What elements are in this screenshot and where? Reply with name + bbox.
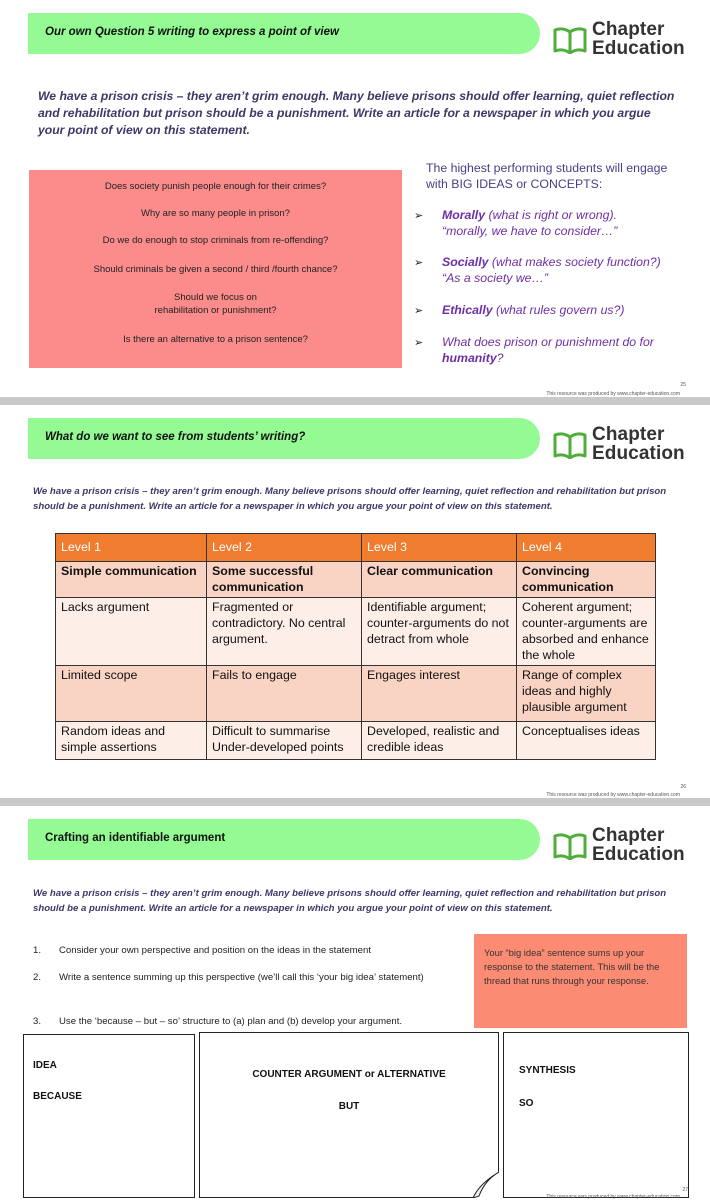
open-book-icon: [553, 431, 587, 459]
open-book-icon: [553, 832, 587, 860]
table-cell: Clear communication: [362, 562, 517, 598]
question-item: Is there an alternative to a prison sentence?: [123, 334, 308, 345]
footer-credit: This resource was produced by www.chapter-education.com: [546, 1194, 680, 1200]
table-cell: Random ideas and simple assertions: [56, 722, 207, 760]
levels-table: [55, 533, 656, 760]
box-label: BUT: [338, 1101, 360, 1112]
arrow-bullet-icon: ➢: [414, 305, 424, 317]
table-cell: Fragmented or contradictory. No central argument.: [207, 598, 362, 666]
table-cell: Range of complex ideas and highly plausible argument: [517, 666, 656, 722]
idea-because-box: [23, 1034, 195, 1198]
slide-2: [0, 405, 710, 798]
question-item: Why are so many people in prison?: [141, 208, 290, 219]
table-row: [56, 562, 656, 598]
table-cell: Convincing communication: [517, 562, 656, 598]
big-ideas-heading: The highest performing students will engage with BIG IDEAS or CONCEPTS:: [426, 161, 668, 191]
table-row: [56, 666, 656, 722]
table-header: Level 1: [56, 534, 207, 562]
table-header: Level 3: [362, 534, 517, 562]
table-row: [56, 722, 656, 760]
footer-credit: This resource was produced by www.chapter-education.com: [546, 792, 680, 798]
box-label: BECAUSE: [33, 1091, 82, 1102]
box-label: SYNTHESIS: [519, 1065, 576, 1076]
arrow-bullet-icon: ➢: [414, 337, 424, 349]
table-cell: Simple communication: [56, 562, 207, 598]
task-prompt: We have a prison crisis – they aren’t grim enough. Many believe prisons should offer learning, quiet reflection and rehabilitation but prison should be a punishment. Write an article for a newspaper in which you argue your point of view on this statement.: [33, 888, 667, 914]
table-cell: Identifiable argument; counter-arguments do not detract from whole: [362, 598, 517, 666]
question-item: Does society punish people enough for their crimes?: [104, 181, 327, 192]
table-cell: Developed, realistic and credible ideas: [362, 722, 517, 760]
question-box: [29, 170, 402, 368]
footer-credit: This resource was produced by www.chapter-education.com: [546, 391, 680, 397]
page-curl-icon: [473, 1172, 499, 1198]
page-number: 26: [680, 784, 686, 790]
logo-line-1: Chapter: [592, 825, 665, 846]
page-number: 25: [680, 382, 686, 388]
logo-line-1: Chapter: [592, 424, 665, 445]
chapter-education-logo: [553, 425, 703, 465]
table-cell: Fails to engage: [207, 666, 362, 722]
table-header: Level 4: [517, 534, 656, 562]
logo-line-2: Education: [592, 38, 685, 59]
logo-line-2: Education: [592, 443, 685, 464]
box-label: COUNTER ARGUMENT or ALTERNATIVE: [252, 1069, 446, 1080]
table-cell: Conceptualises ideas: [517, 722, 656, 760]
table-cell: Lacks argument: [56, 598, 207, 666]
page-number: 27: [682, 1187, 688, 1193]
slide-title: Crafting an identifiable argument: [28, 819, 540, 860]
table-header: Level 2: [207, 534, 362, 562]
slide-title: Our own Question 5 writing to express a point of view: [28, 13, 540, 54]
table-row: [56, 598, 656, 666]
open-book-icon: [553, 26, 587, 54]
table-cell: Some successful communication: [207, 562, 362, 598]
question-item: rehabilitation or punishment?: [154, 305, 277, 316]
synthesis-so-box: [503, 1032, 689, 1198]
table-header-row: [56, 534, 656, 562]
table-cell: Limited scope: [56, 666, 207, 722]
slide-title: What do we want to see from students’ writing?: [28, 418, 540, 459]
box-label: IDEA: [33, 1060, 57, 1071]
table-cell: Engages interest: [362, 666, 517, 722]
chapter-education-logo: [553, 826, 703, 866]
task-prompt: We have a prison crisis – they aren’t grim enough. Many believe prisons should offer learning, quiet reflection and rehabilitation but prison should be a punishment. Write an article for a newspaper in which you argue your point of view on this statement.: [38, 89, 675, 137]
counter-argument-box: [199, 1032, 499, 1198]
question-item: Do we do enough to stop criminals from re-offending?: [102, 235, 329, 246]
table-cell: Difficult to summarise Under-developed points: [207, 722, 362, 760]
question-item: Should we focus on: [174, 292, 257, 303]
arrow-bullet-icon: ➢: [414, 210, 424, 222]
task-prompt: We have a prison crisis – they aren’t grim enough. Many believe prisons should offer learning, quiet reflection and rehabilitation but prison should be a punishment. Write an article for a newspaper in which you argue your point of view on this statement.: [33, 486, 667, 512]
arrow-bullet-icon: ➢: [414, 257, 424, 269]
logo-line-2: Education: [592, 844, 685, 865]
big-idea-note: Your “big idea” sentence sums up your response to the statement. This will be the thread that runs through your response.: [474, 934, 687, 1028]
table-cell: Coherent argument; counter-arguments are absorbed and enhance the whole: [517, 598, 656, 666]
slide-1: Our own Question 5 writing to express a point of view Chapter Education We have a prison crisis – they aren’t grim enough. Many believe prisons should offer learning, quiet reflection and rehabilitation but prison should be a punishment. Write an article for a newspaper in which you argue your point of view on this statement. Does society punish people enough for their crimes? Why are so many people in prison? Do we do enough to stop criminals from re-offending? Should criminals be given a second / third /fourth chance? Should we focus on rehabilitation or punishment? Is there an alternative to a prison sentence? The highest performing students will engage with BIG IDEAS or CONCEPTS: ➢ Morally (what is right or wrong). “morally, we have to consider…” ➢ Socially (what makes society function?) “As a society we…” ➢ Ethically (what rules govern us?) ➢ What does prison or punishment do for humanity? This resource was produced by www.chapter-education.com 25: [0, 0, 710, 397]
slide-3: Crafting an identifiable argument Chapter Education We have a prison crisis – they aren’t grim enough. Many believe prisons should offer learning, quiet reflection and rehabilitation but prison should be a punishment. Write an article for a newspaper in which you argue your point of view on this statement. 1. Consider your own perspective and position on the ideas in the statement 2. Write a sentence summing up this perspective (we’ll call this ‘your big idea’ statement) 3. Use the ‘because – but – so’ structure to (a) plan and (b) develop your argument. Your “big idea” sentence sums up your response to the statement. This will be the thread that runs through your response. IDEA BECAUSE COUNTER ARGUMENT or ALTERNATIVE BUT SYNTHESIS SO This resource was produced by www.chapter-education.com 27: [0, 806, 710, 1200]
question-item: Should criminals be given a second / third /fourth chance?: [93, 264, 338, 275]
chapter-education-logo: [553, 20, 703, 60]
box-label: SO: [519, 1098, 534, 1109]
logo-line-1: Chapter: [592, 19, 665, 40]
